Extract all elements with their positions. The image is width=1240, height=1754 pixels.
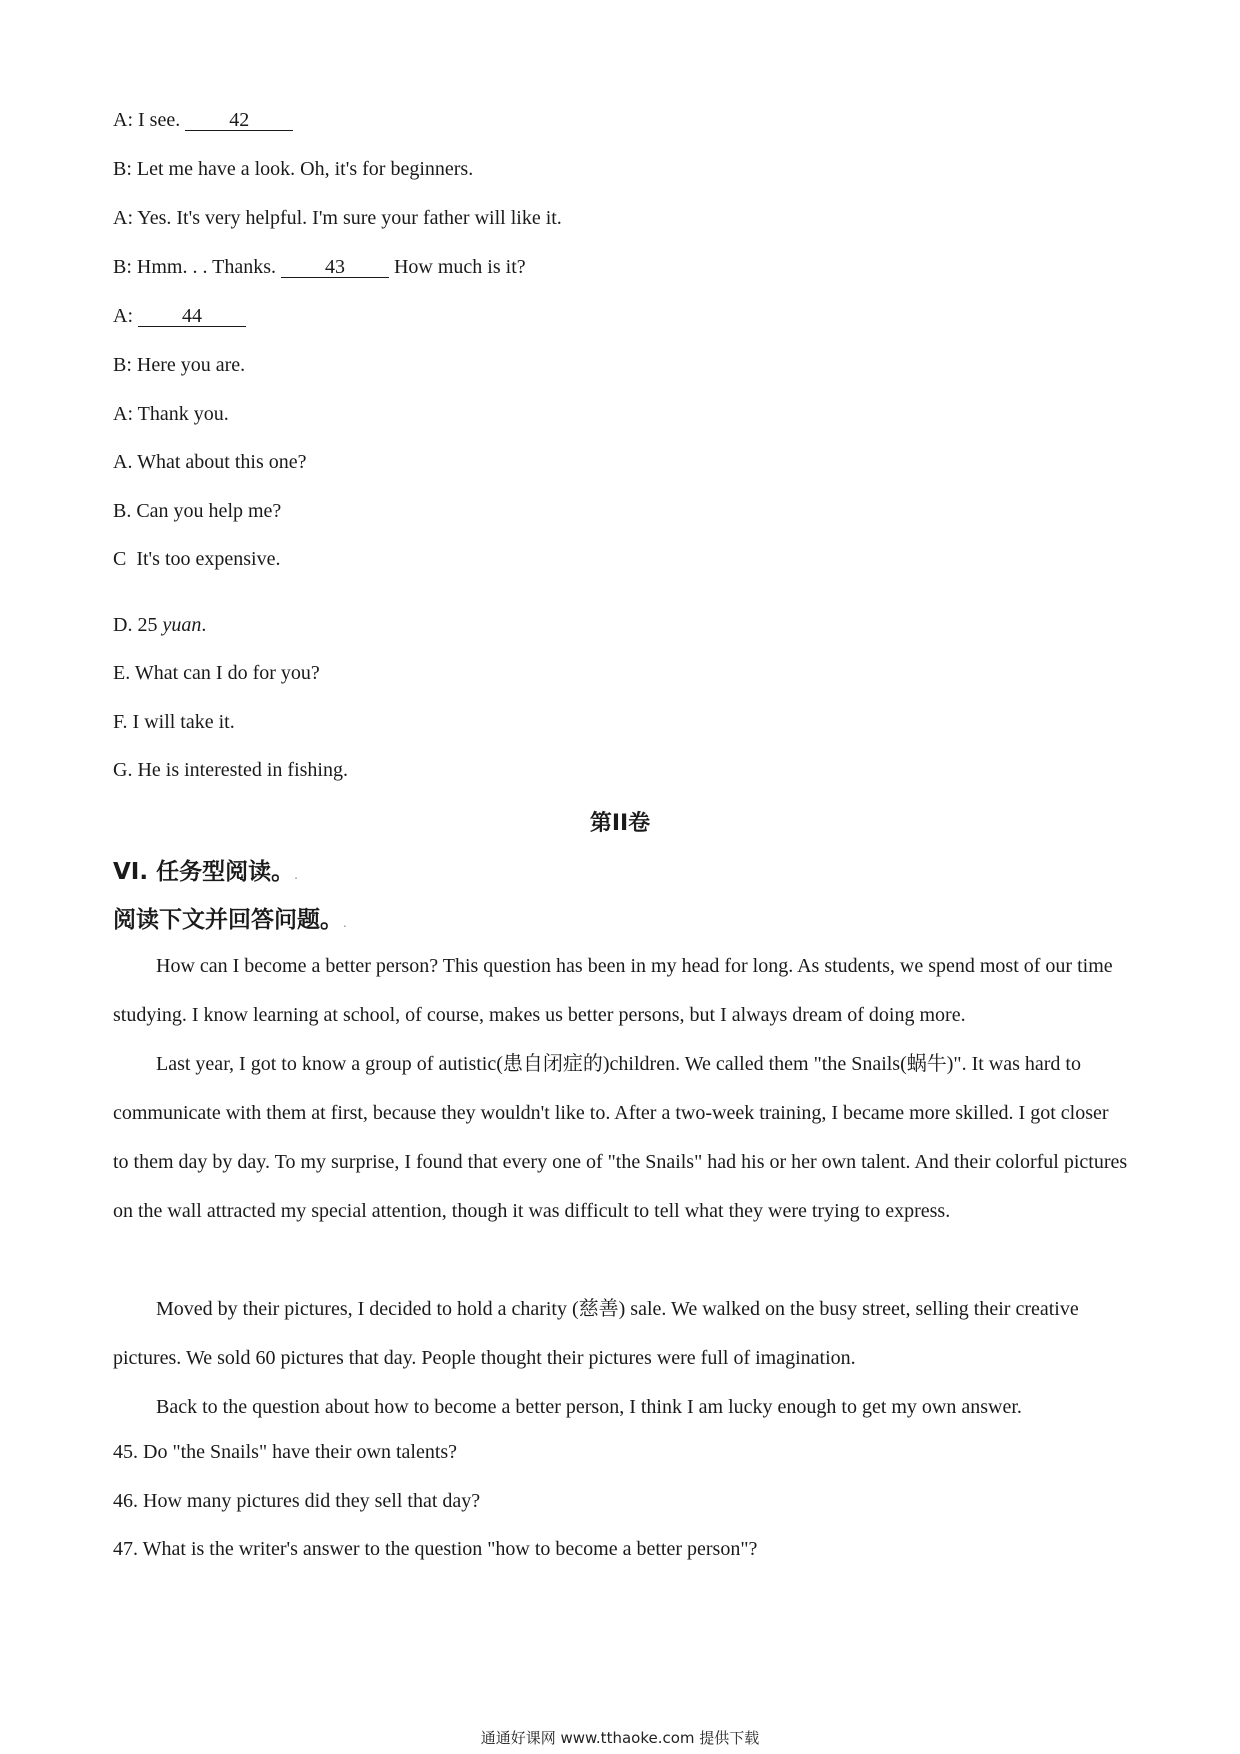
dialogue-line: A: I see. 42: [113, 108, 293, 132]
section-title: 第II卷: [589, 811, 651, 836]
option-d: D. 25 yuan.: [113, 614, 207, 636]
option-a: A. What about this one?: [113, 451, 307, 473]
footer-watermark: 通通好课网 www.tthaoke.com 提供下载: [480, 1729, 760, 1747]
answer-blank: 43: [281, 257, 389, 278]
option-b: B. Can you help me?: [113, 500, 282, 522]
answer-blank: 42: [185, 110, 293, 131]
question-47: 47. What is the writer's answer to the question "how to become a better person"?: [113, 1538, 758, 1560]
passage-paragraph: Moved by their pictures, I decided to hold a charity (慈善) sale. We walked on the busy street, selling their creative pictures. We sold 60 pictures that day. People thought their pictures were full of imagination.: [113, 1298, 1079, 1369]
passage-paragraph: Last year, I got to know a group of autistic(患自闭症的)children. We called them "the Snails(蜗牛)". It was hard to communicate with them at first, because they wouldn't like to. After a two-week training, I became more skilled. I got closer to them day by day. To my surprise, I found that every one of "the Snails" had his or her own talent. And their colorful pictures on the wall attracted my special attention, though it was difficult to tell what they were trying to express.: [113, 1053, 1128, 1222]
passage-paragraph: How can I become a better person? This question has been in my head for long. As students, we spend most of our time studying. I know learning at school, of course, makes us better persons, but I always dream of doing more.: [113, 955, 1113, 1026]
dialogue-line: B: Hmm. . . Thanks. 43 How much is it?: [113, 256, 526, 278]
question-45: 45. Do "the Snails" have their own talents?: [113, 1441, 458, 1463]
dialogue-line: A: Yes. It's very helpful. I'm sure your father will like it.: [113, 207, 562, 229]
question-46: 46. How many pictures did they sell that day?: [113, 1490, 481, 1512]
option-g: G. He is interested in fishing.: [113, 759, 348, 781]
option-e: E. What can I do for you?: [113, 662, 320, 684]
passage-paragraph: Back to the question about how to become a better person, I think I am lucky enough to get my own answer.: [156, 1396, 1022, 1418]
dialogue-line: B: Let me have a look. Oh, it's for beginners.: [113, 158, 474, 180]
answer-blank: 44: [138, 306, 246, 327]
dialogue-line: B: Here you are.: [113, 354, 246, 376]
option-f: F. I will take it.: [113, 711, 235, 733]
dialogue-line: A: Thank you.: [113, 403, 229, 425]
instruction-heading: 阅读下文并回答问题。.: [113, 907, 347, 933]
section-heading: VI. 任务型阅读。.: [113, 859, 298, 885]
option-c: C It's too expensive.: [113, 548, 281, 570]
dialogue-line: A: 44: [113, 304, 246, 328]
